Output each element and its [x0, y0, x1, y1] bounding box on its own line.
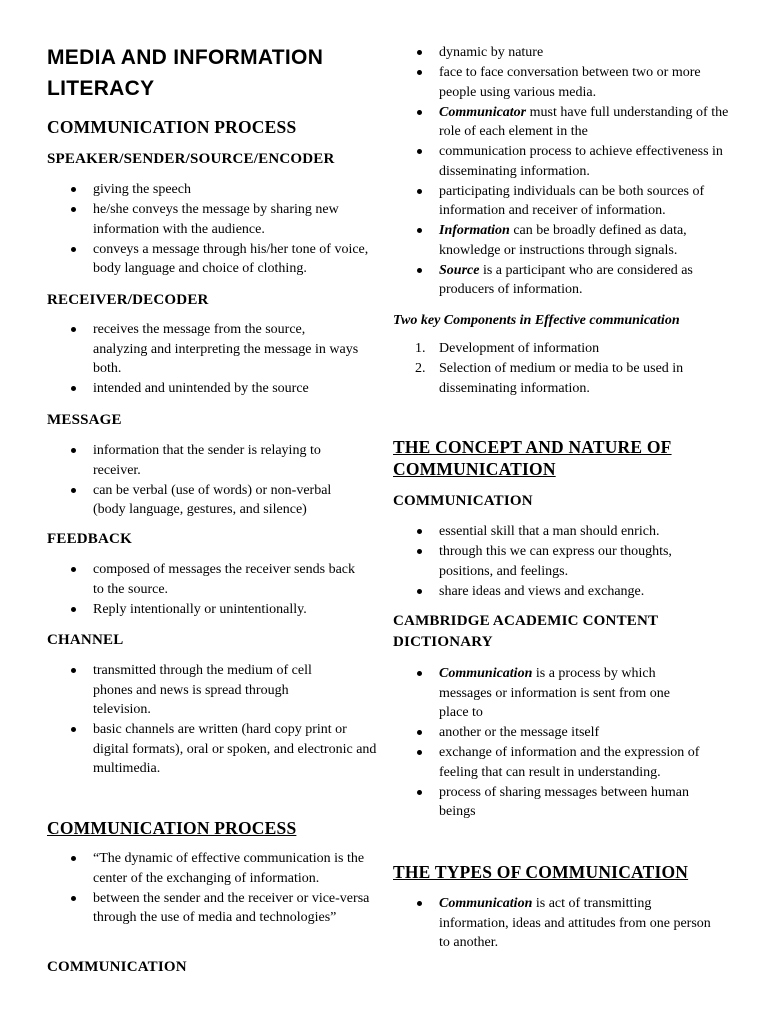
cambridge-list	[393, 664, 729, 822]
list-item: basic channels are written (hard copy print or digital formats), oral or spoken, and electronic and multimedia.	[47, 720, 377, 779]
channel-list	[47, 661, 377, 779]
list-item: Communication is act of transmitting information, ideas and attitudes from one person to another.	[393, 894, 713, 953]
section-heading-concept-nature: THE CONCEPT AND NATURE OF COMMUNICATION	[393, 437, 672, 479]
section-heading-communication-process: COMMUNICATION PROCESS	[47, 117, 297, 137]
two-key-components-list	[393, 339, 723, 399]
communication-heading-left: COMMUNICATION	[47, 959, 187, 975]
receiver-list	[47, 320, 362, 399]
document-title: MEDIA AND INFORMATION LITERACY	[47, 46, 324, 100]
list-item: Reply intentionally or unintentionally.	[47, 600, 362, 620]
list-item: dynamic by nature	[393, 43, 729, 63]
list-item: intended and unintended by the source	[47, 379, 362, 399]
list-item: participating individuals can be both sources of information and receiver of information.	[393, 182, 729, 221]
list-item: exchange of information and the expression of feeling that can result in understanding.	[393, 743, 729, 782]
feedback-heading: FEEDBACK	[47, 531, 132, 547]
receiver-heading: RECEIVER/DECODER	[47, 292, 209, 308]
cambridge-heading: CAMBRIDGE ACADEMIC CONTENT DICTIONARY	[393, 613, 658, 650]
list-item: process of sharing messages between human beings	[393, 783, 729, 822]
list-item: “The dynamic of effective communication is the center of the exchanging of information.	[47, 849, 377, 888]
process-quote-list	[47, 849, 377, 928]
list-item: 1. Development of information	[415, 341, 600, 356]
section-heading-types: THE TYPES OF COMMUNICATION	[393, 862, 689, 882]
list-item: information that the sender is relaying to receiver.	[47, 441, 362, 480]
list-item: he/she conveys the message by sharing new information with the audience.	[47, 200, 377, 239]
section-heading-communication-process-2: COMMUNICATION PROCESS	[47, 818, 297, 838]
list-item: composed of messages the receiver sends back to the source.	[47, 560, 362, 599]
list-item: essential skill that a man should enrich.	[393, 522, 729, 542]
list-item: Communication is a process by which messages or information is sent from one place to	[393, 664, 729, 723]
list-item: face to face conversation between two or more people using various media.	[393, 63, 729, 102]
message-list	[47, 441, 362, 520]
list-item: share ideas and views and exchange.	[393, 582, 729, 602]
list-item: Communicator must have full understanding of the role of each element in the	[393, 103, 729, 142]
types-list	[393, 894, 713, 953]
two-key-components-heading: Two key Components in Effective communication	[393, 313, 680, 328]
list-item: receives the message from the source, analyzing and interpreting the message in ways both.	[47, 320, 362, 379]
list-item: can be verbal (use of words) or non-verbal (body language, gestures, and silence)	[47, 481, 362, 520]
list-item: between the sender and the receiver or vice-versa through the use of media and technologies”	[47, 889, 377, 928]
list-item: communication process to achieve effectiveness in disseminating information.	[393, 142, 729, 181]
list-item: through this we can express our thoughts, positions, and feelings.	[393, 542, 729, 581]
message-heading: MESSAGE	[47, 412, 122, 428]
communication-list	[393, 522, 729, 602]
feedback-list	[47, 560, 362, 620]
communication-heading-right: COMMUNICATION	[393, 493, 533, 509]
speaker-heading: SPEAKER/SENDER/SOURCE/ENCODER	[47, 151, 335, 167]
channel-heading: CHANNEL	[47, 632, 124, 648]
list-item: Information can be broadly defined as data, knowledge or instructions through signals.	[393, 221, 729, 260]
list-item: another or the message itself	[393, 723, 729, 743]
list-item: transmitted through the medium of cell phones and news is spread through television.	[47, 661, 377, 720]
list-item: 2. Selection of medium or media to be used in disseminating information.	[415, 361, 684, 396]
list-item: conveys a message through his/her tone of voice, body language and choice of clothing.	[47, 240, 377, 279]
list-item: Source is a participant who are considered as producers of information.	[393, 261, 729, 300]
list-item: giving the speech	[47, 180, 377, 200]
communication-traits-list	[393, 43, 729, 300]
speaker-list	[47, 180, 377, 279]
